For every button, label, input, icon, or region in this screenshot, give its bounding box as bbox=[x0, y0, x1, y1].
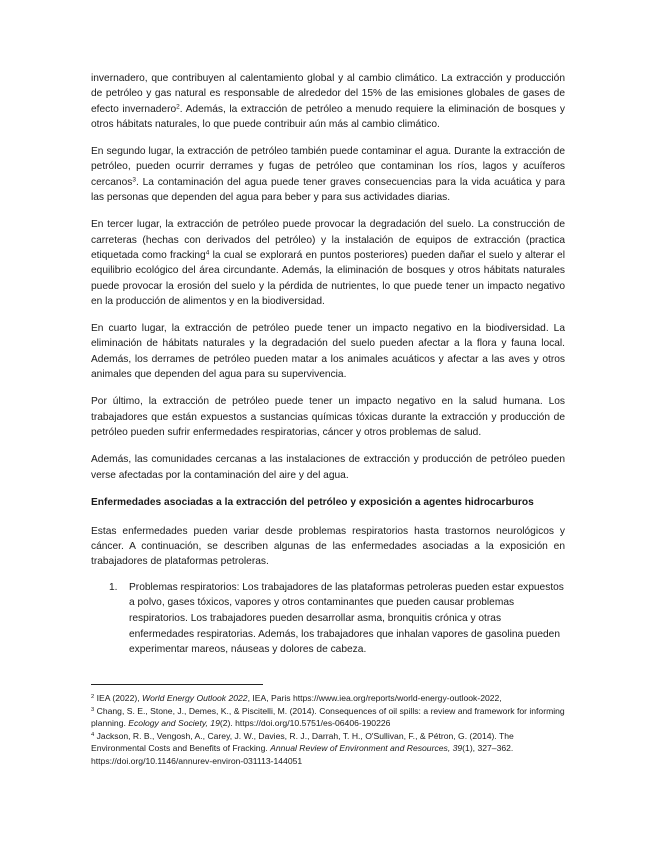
footnote-journal: Annual Review of Environment and Resources, 39 bbox=[270, 743, 463, 754]
footnote-link[interactable]: (1), 327–362. https://doi.org/10.1146/annurev-environ-031113-144051 bbox=[91, 743, 514, 766]
footnote-number: 4 bbox=[91, 731, 95, 738]
paragraph-text: invernadero, que contribuyen al calentamiento global y al cambio climático. La extracción y producción de petróleo y gas natural es responsable de alrededor del 15% de las emisiones globales de gases de efecto invernadero bbox=[91, 73, 565, 115]
footnote-link[interactable]: (2). https://doi.org/10.5751/es-06406-190226 bbox=[219, 718, 391, 729]
paragraph-text: En tercer lugar, la extracción de petróleo puede provocar la degradación del suelo. La construcción de carreteras (hechas con derivados del petróleo) y la instalación de equipos de extracción (practica etiquetada como fracking bbox=[91, 219, 565, 261]
section-intro: Estas enfermedades pueden variar desde problemas respiratorios hasta trastornos neurológicos y cáncer. A continuación, se describen algunas de las enfermedades asociadas a la exposición en trabajadores de plataformas petroleras. bbox=[91, 525, 565, 568]
paragraph-water bbox=[91, 144, 565, 205]
footnote-title: World Energy Outlook 2022 bbox=[142, 693, 248, 703]
paragraph-communities: Además, las comunidades cercanas a las instalaciones de extracción y producción de petróleo pueden verse afectadas por la contaminación del aire y del agua. bbox=[91, 454, 565, 481]
disease-list bbox=[91, 580, 565, 658]
paragraph-climate bbox=[91, 71, 565, 132]
footnote-4 bbox=[91, 730, 565, 768]
paragraph-health: Por último, la extracción de petróleo puede tener un impacto negativo en la salud humana. Los trabajadores que están expuestos a sustancias químicas tóxicas durante la extracción y producción de petróleo pueden sufrir enfermedades respiratorias, cáncer y otros problemas de salud. bbox=[91, 396, 565, 438]
footnote-2 bbox=[91, 692, 565, 705]
list-item bbox=[91, 580, 565, 658]
footnote-text: Chang, S. E., Stone, J., Demes, K., & Piscitelli, M. (2014). Consequences of oil spills: a review and framework for informing planning. bbox=[91, 705, 565, 729]
body-text bbox=[91, 71, 565, 658]
footnote-number: 2 bbox=[91, 694, 95, 700]
footnote-text: IEA (2022), bbox=[94, 693, 143, 703]
paragraph-text: . Además, la extracción de petróleo a menudo requiere la eliminación de bosques y otros hábitats naturales, lo que puede contribuir aún más al cambio climático. bbox=[91, 103, 565, 130]
section-heading: Enfermedades asociadas a la extracción del petróleo y exposición a agentes hidrocarburos bbox=[91, 496, 534, 508]
footnote-separator bbox=[91, 684, 263, 685]
footnotes bbox=[91, 692, 565, 768]
footnote-text: Jackson, R. B., Vengosh, A., Carey, J. W., Davies, R. J., Darrah, T. H., O'Sullivan, F., & Pétron, G. (2014). The Environmental Costs and Benefits of Fracking. bbox=[91, 730, 514, 754]
list-number: 1. bbox=[109, 581, 118, 593]
footnote-number: 3 bbox=[91, 706, 95, 713]
footnote-ref-3[interactable]: 3 bbox=[132, 176, 136, 184]
paragraph-text: la cual se explorará en puntos posteriores) pueden dañar el suelo y alterar el equilibrio ecológico del área circundante. Además, la eliminación de bosques y otros hábitats naturales puede provocar la erosión del suelo y la pérdida de nutrientes, lo que puede tener un impacto negativo en la producción de alimentos y en la biodiversidad. bbox=[91, 249, 565, 307]
footnote-3 bbox=[91, 705, 565, 730]
list-item-text: Problemas respiratorios: Los trabajadores de las plataformas petroleras pueden estar expuestos a polvo, gases tóxicos, vapores y otros contaminantes que pueden causar problemas respiratorios. Los trabajadores pueden desarrollar asma, bronquitis crónica y otras enfermedades respiratorias. Además, los trabajadores que inhalan vapores de gasolina pueden experimentar mareos, náuseas y dolores de cabeza. bbox=[129, 581, 564, 656]
paragraph-text: En segundo lugar, la extracción de petróleo también puede contaminar el agua. Durante la extracción de petróleo, pueden ocurrir derrames y fugas de petróleo que contaminan los ríos, lagos y acuíferos cercanos bbox=[91, 146, 565, 188]
footnote-ref-4[interactable]: 4 bbox=[205, 249, 210, 257]
paragraph-text: . La contaminación del agua puede tener graves consecuencias para la vida acuática y para las personas que dependen del agua para beber y para sus actividades diarias. bbox=[91, 176, 565, 204]
footnote-ref-2[interactable]: 2 bbox=[176, 103, 180, 111]
footnote-link[interactable]: , IEA, Paris https://www.iea.org/reports/world-energy-outlook-2022, bbox=[247, 693, 502, 703]
footnote-journal: Ecology and Society, 19 bbox=[128, 718, 220, 729]
paragraph-biodiversity: En cuarto lugar, la extracción de petróleo puede tener un impacto negativo en la biodiversidad. La eliminación de hábitats naturales y la degradación del suelo pueden afectar a la flora y fauna local. Además, los derrames de petróleo pueden matar a los animales acuáticos y afectar a las aves y otros animales que dependen del agua para su supervivencia. bbox=[91, 323, 565, 381]
paragraph-soil bbox=[91, 217, 565, 309]
